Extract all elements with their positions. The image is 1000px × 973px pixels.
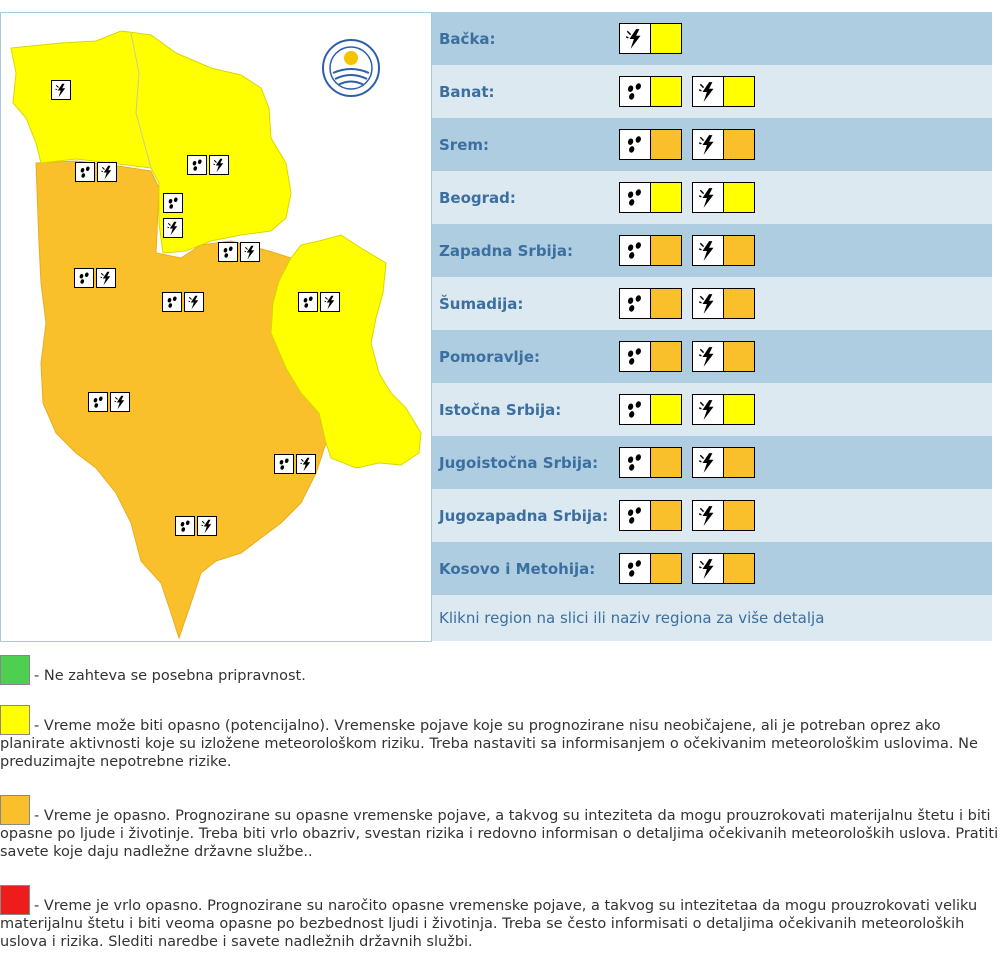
map-marker[interactable] (274, 454, 316, 474)
warning-badge[interactable] (619, 23, 682, 54)
warning-group (619, 341, 755, 372)
map-marker[interactable] (218, 242, 260, 262)
map-marker[interactable] (175, 516, 217, 536)
lightning-icon (320, 292, 340, 312)
region-name-link[interactable]: Kosovo i Metohija: (439, 559, 596, 578)
red-swatch (0, 885, 30, 915)
warning-level-yellow (651, 77, 681, 106)
region-name-link[interactable]: Banat: (439, 82, 495, 101)
warning-group (619, 76, 755, 107)
warning-level-yellow (651, 395, 681, 424)
warning-group (619, 288, 755, 319)
rain-drops-icon (620, 501, 651, 530)
warning-badge[interactable] (619, 500, 682, 531)
warning-badge[interactable] (619, 394, 682, 425)
lightning-icon (693, 130, 724, 159)
warning-badge[interactable] (619, 76, 682, 107)
warning-badge[interactable] (692, 76, 755, 107)
region-row[interactable] (432, 436, 992, 489)
region-name-link[interactable]: Bačka: (439, 29, 496, 48)
legend-orange-text: - Vreme je opasno. Prognozirane su opasne vremenske pojave, a takvog su inteziteta da mogu prouzrokovati materijalnu štetu i biti opasne po ljude i životinje. Treba biti vrlo obazriv, svestan rizika i redovno informisan o detaljima očekivanih meteoroloških uslova. Pratiti savete koje daju nadležne državne službe.. (0, 808, 999, 860)
warning-map (0, 12, 432, 642)
warning-level-orange (724, 130, 754, 159)
map-marker[interactable] (163, 193, 183, 213)
warning-level-orange (651, 501, 681, 530)
lightning-icon (620, 24, 651, 53)
region-name-link[interactable]: Pomoravlje: (439, 347, 540, 366)
warning-group (619, 235, 755, 266)
legend (0, 655, 1000, 951)
legend-orange (0, 795, 1000, 861)
warning-group (619, 553, 755, 584)
lightning-icon (209, 155, 229, 175)
warning-level-orange (724, 236, 754, 265)
warning-level-orange (651, 448, 681, 477)
rain-drops-icon (187, 155, 207, 175)
lightning-icon (240, 242, 260, 262)
lightning-icon (184, 292, 204, 312)
region-row[interactable] (432, 383, 992, 436)
region-row[interactable] (432, 277, 992, 330)
region-hint-text: Klikni region na slici ili naziv regiona za više detalja (439, 609, 825, 627)
rain-drops-icon (620, 554, 651, 583)
rain-drops-icon (218, 242, 238, 262)
legend-yellow-text: - Vreme može biti opasno (potencijalno). Vremenske pojave koje su prognozirane nisu neobičajene, ali je potreban oprez ako planirate aktivnosti koje su izložene meteorološkom riziku. Treba nastaviti sa informisanjem o očekivanim meteorološkim uslovima. Ne preduzimajte nepotrebne rizike. (0, 718, 978, 770)
warning-badge[interactable] (619, 341, 682, 372)
legend-red (0, 885, 1000, 951)
warning-level-orange (724, 554, 754, 583)
warning-level-orange (651, 554, 681, 583)
warning-badge[interactable] (619, 235, 682, 266)
region-name-link[interactable]: Zapadna Srbija: (439, 241, 573, 260)
lightning-icon (296, 454, 316, 474)
map-marker[interactable] (187, 155, 229, 175)
warning-level-orange (724, 342, 754, 371)
rain-drops-icon (88, 392, 108, 412)
warning-group (619, 182, 755, 213)
warning-badge[interactable] (692, 182, 755, 213)
green-swatch (0, 655, 30, 685)
warning-badge[interactable] (619, 182, 682, 213)
region-row[interactable] (432, 118, 992, 171)
rain-drops-icon (620, 342, 651, 371)
rhmz-logo (323, 40, 379, 96)
warning-badge[interactable] (692, 553, 755, 584)
rain-drops-icon (620, 130, 651, 159)
warning-level-orange (724, 448, 754, 477)
rain-drops-icon (163, 193, 183, 213)
lightning-icon (97, 162, 117, 182)
warning-badge[interactable] (692, 235, 755, 266)
rain-drops-icon (620, 183, 651, 212)
warning-level-orange (651, 289, 681, 318)
rain-drops-icon (620, 77, 651, 106)
warning-badge[interactable] (619, 447, 682, 478)
warning-level-orange (651, 342, 681, 371)
region-row[interactable] (432, 12, 992, 65)
region-name-link[interactable]: Istočna Srbija: (439, 400, 562, 419)
region-name-link[interactable]: Šumadija: (439, 294, 524, 313)
rain-drops-icon (620, 236, 651, 265)
warning-badge[interactable] (692, 129, 755, 160)
rain-drops-icon (175, 516, 195, 536)
map-marker[interactable] (162, 292, 204, 312)
rain-drops-icon (298, 292, 318, 312)
region-row[interactable] (432, 489, 992, 542)
lightning-icon (51, 80, 71, 100)
warning-badge[interactable] (692, 288, 755, 319)
lightning-icon (693, 342, 724, 371)
rain-drops-icon (620, 395, 651, 424)
map-marker[interactable] (298, 292, 340, 312)
warning-level-yellow (651, 183, 681, 212)
legend-red-text: - Vreme je vrlo opasno. Prognozirane su naročito opasne vremenske pojave, a takvog su intezitetaa da mogu prouzrokovati veliku materijalnu štetu i biti veoma opasne po bezbednost ljudi i životinja. Treba se često informisati o detaljima očekivanih meteoroloških uslova i rizika. Slediti naredbe i savete nadležnih državnih službi. (0, 898, 978, 950)
lightning-icon (693, 183, 724, 212)
map-marker[interactable] (88, 392, 130, 412)
warning-group (619, 500, 755, 531)
region-row[interactable] (432, 330, 992, 383)
rain-drops-icon (620, 448, 651, 477)
warning-badge[interactable] (692, 447, 755, 478)
warning-badge[interactable] (692, 500, 755, 531)
map-marker[interactable] (51, 80, 71, 100)
warning-level-orange (651, 236, 681, 265)
lightning-icon (96, 268, 116, 288)
lightning-icon (197, 516, 217, 536)
yellow-swatch (0, 705, 30, 735)
rain-drops-icon (274, 454, 294, 474)
warning-badge[interactable] (692, 341, 755, 372)
warning-level-yellow (651, 24, 681, 53)
region-row[interactable] (432, 224, 992, 277)
legend-green (0, 655, 1000, 685)
legend-green-text: - Ne zahteva se posebna pripravnost. (34, 668, 306, 684)
lightning-icon (693, 501, 724, 530)
warning-badge[interactable] (619, 553, 682, 584)
warning-level-yellow (724, 77, 754, 106)
region-table (432, 12, 992, 641)
warning-level-orange (724, 501, 754, 530)
region-row[interactable] (432, 171, 992, 224)
warning-group (619, 394, 755, 425)
legend-yellow (0, 705, 1000, 771)
warning-level-yellow (724, 183, 754, 212)
serbia-map (1, 13, 433, 643)
rain-drops-icon (75, 162, 95, 182)
region-name-link[interactable]: Beograd: (439, 188, 516, 207)
map-marker[interactable] (75, 162, 117, 182)
region-name-link[interactable]: Jugoistočna Srbija: (439, 453, 599, 472)
map-marker[interactable] (163, 218, 183, 238)
region-row[interactable] (432, 542, 992, 595)
rain-drops-icon (162, 292, 182, 312)
region-name-link[interactable]: Jugozapadna Srbija: (439, 506, 609, 525)
lightning-icon (693, 448, 724, 477)
warning-level-orange (651, 130, 681, 159)
lightning-icon (693, 395, 724, 424)
warning-level-orange (724, 289, 754, 318)
region-name-link[interactable]: Srem: (439, 135, 490, 154)
lightning-icon (163, 218, 183, 238)
lightning-icon (693, 554, 724, 583)
warning-group (619, 447, 755, 478)
lightning-icon (693, 77, 724, 106)
rain-drops-icon (620, 289, 651, 318)
warning-badge[interactable] (619, 129, 682, 160)
lightning-icon (693, 289, 724, 318)
orange-swatch (0, 795, 30, 825)
region-row[interactable] (432, 65, 992, 118)
warning-badge[interactable] (692, 394, 755, 425)
warning-badge[interactable] (619, 288, 682, 319)
rain-drops-icon (74, 268, 94, 288)
map-marker[interactable] (74, 268, 116, 288)
region-hint (432, 595, 992, 641)
warning-group (619, 129, 755, 160)
warning-group (619, 23, 682, 54)
warning-level-yellow (724, 395, 754, 424)
lightning-icon (110, 392, 130, 412)
lightning-icon (693, 236, 724, 265)
